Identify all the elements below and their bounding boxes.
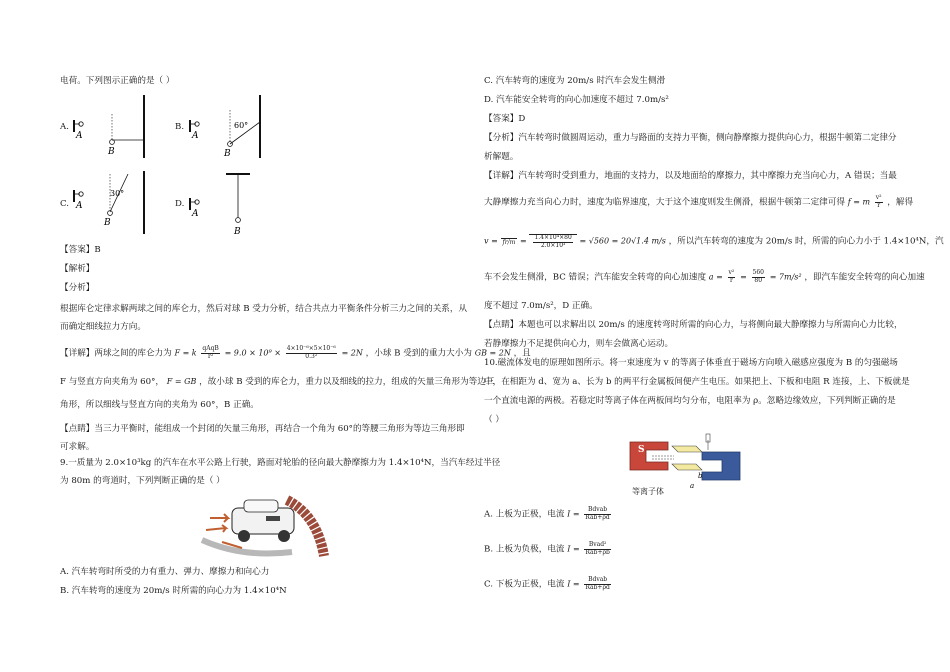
q10-line-3: 一个直流电源的两极。若稳定时等离子体在两板间均匀分布，电阻率为 ρ。忽略边缘效应，下列判断正确的是 (484, 396, 896, 406)
magnet-s-right: S (708, 462, 715, 472)
fenxi-text: 根据库仑定律求解两球之间的库仑力，然后对球 B 受力分析，结合共点力平衡条件分析三力之间的关系，从而确定细线拉力方向。 (60, 304, 468, 332)
detail-right-3: v = fr/m = $\frac{\text{1.4×10⁴×80}}{\text{2.0×10³}}$ = √560 = 20√1.4 m/s ，所以汽车转弯的速度为 20m/s 时，所需的向心力小于 1.4×10⁴N，汽 (484, 234, 944, 249)
q10-option-b: B. 上板为负极，电流 I = $\frac{\text{Bvad²}}{\text{Rab+ρb}}$ (484, 541, 610, 556)
q9-line-1: 9.一质量为 2.0×10³kg 的汽车在水平公路上行驶，路面对轮胎的径向最大静摩擦力为 1.4×10⁴N，当汽车经过半径 (60, 458, 501, 468)
detail-right-1: 【详解】汽车转弯时受到重力，地面的支持力，以及地面给的摩擦力，其中摩擦力充当向心力，A 错误；当最 (484, 171, 897, 181)
option-b-label: B. (175, 122, 185, 132)
figure-option-a (72, 92, 152, 162)
angle-60-label: 60° (234, 121, 249, 130)
label-b-plate: b (698, 472, 703, 480)
q10-line-4: （ ） (484, 415, 504, 425)
fenxi-right-1: 【分析】汽车转弯时做圆周运动，重力与路面的支持力平衡，侧向静摩擦力提供向心力，根据牛顿第二定律分 (484, 133, 897, 143)
car-turning-image (192, 490, 332, 558)
label-a-plate: a (690, 482, 695, 490)
q10-option-a: A. 上板为正极，电流 I = $\frac{\text{Bdvab}}{\text{Rab+ρd}}$ (484, 506, 610, 521)
detail-right-5: 度不超过 7.0m/s²，D 正确。 (484, 301, 598, 311)
q9-option-d: D. 汽车能安全转弯的向心加速度不超过 7.0m/s² (484, 95, 669, 105)
q10-line-1: 10.磁流体发电的原理如图所示。将一束速度为 v 的等离子体垂直于磁场方向喷入磁感应强度为 B 的匀强磁场 (484, 358, 898, 368)
detail-right-2: 大静摩擦力充当向心力时，速度为临界速度，大于这个速度则发生侧滑，根据牛顿第二定律可得 f = m $\frac{\text{v²}}{r}$ ，解得 (484, 194, 914, 209)
q10-line-2: 中，在相距为 d、宽为 a、长为 b 的两平行金属板间便产生电压。如果把上、下板和电阻 R 连接，上、下板就是 (484, 377, 910, 387)
label-a: A (76, 131, 83, 141)
figure-option-b (188, 92, 268, 162)
q9-option-b: B. 汽车转弯的速度为 20m/s 时所需的向心力为 1.4×10⁴N (60, 586, 287, 596)
figure-caption: 等离子体 (632, 487, 664, 496)
svg-text:A: A (192, 131, 199, 141)
mhd-generator-figure (624, 432, 754, 492)
detail-line-1: 【详解】两球之间的库仑力为 F = k $\frac{\text{qAqB}}{\text{r²}}$ = 9.0 × 10⁹ × $\frac{\text{4×10⁻⁶×5×10⁻⁶}}{\text{0.3²}}$ = 2N ，小球 B 受到的重力大小为 GB = 2N ，且 (60, 345, 531, 360)
fenxi-right-2: 析解题。 (484, 152, 519, 162)
svg-text:B: B (224, 149, 231, 159)
dianjing-left: 【点睛】当三力平衡时，能组成一个封闭的矢量三角形，再结合一个角为 60°的等腰三角形为等边三角形即可求解。 (60, 424, 465, 452)
svg-text:A: A (192, 209, 199, 219)
option-d-label: D. (175, 199, 185, 209)
angle-30-label: 30° (110, 189, 125, 198)
detail-line-3: 角形，所以细线与竖直方向的夹角为 60°，B 正确。 (60, 400, 259, 410)
analysis-label: 【解析】 (60, 264, 95, 274)
magnet-s-left: S (638, 445, 645, 455)
q9-option-c: C. 汽车转弯的速度为 20m/s 时汽车会发生侧滑 (484, 76, 666, 86)
question-intro: 电荷。下列图示正确的是（ ） (60, 76, 175, 86)
dianjing-right-2: 若静摩擦力不足提供向心力，则车会做离心运动。 (484, 339, 674, 349)
figure-option-c (72, 168, 152, 238)
detail-right-4: 车不会发生侧滑，BC 错误；汽车能安全转弯的向心加速度 a = $\frac{\text{v²}}{r}$ = $\frac{560}{80}$ = 7m/s² ，即汽车能安全转弯的向心加速 (484, 269, 925, 284)
q10-option-c: C. 下板为正极，电流 I = $\frac{\text{Bdvab}}{\text{Rab+ρd}}$ (484, 576, 610, 591)
option-c-label: C. (60, 199, 70, 209)
q9-line-2: 为 80m 的弯道时，下列判断正确的是（ ） (60, 476, 225, 486)
figure-option-d (188, 168, 268, 238)
detail-line-2: F 与竖直方向夹角为 60°， F = GB ，故小球 B 受到的库仑力，重力以及细线的拉力，组成的矢量三角形为等边三 (60, 377, 495, 387)
fenxi-label: 【分析】 (60, 283, 95, 293)
dianjing-right-1: 【点睛】本题也可以求解出以 20m/s 的速度转弯时所需的向心力，与将侧向最大静摩擦力与所需向心力比较， (484, 320, 903, 330)
answer-label: 【答案】B (60, 245, 101, 255)
label-b: B (108, 147, 115, 157)
svg-text:A: A (76, 201, 83, 211)
q9-option-a: A. 汽车转弯时所受的力有重力、弹力、摩擦力和向心力 (60, 567, 270, 577)
answer-right: 【答案】D (484, 114, 526, 124)
svg-text:B: B (234, 227, 241, 237)
svg-text:B: B (104, 218, 111, 228)
option-a-label: A. (60, 122, 69, 132)
